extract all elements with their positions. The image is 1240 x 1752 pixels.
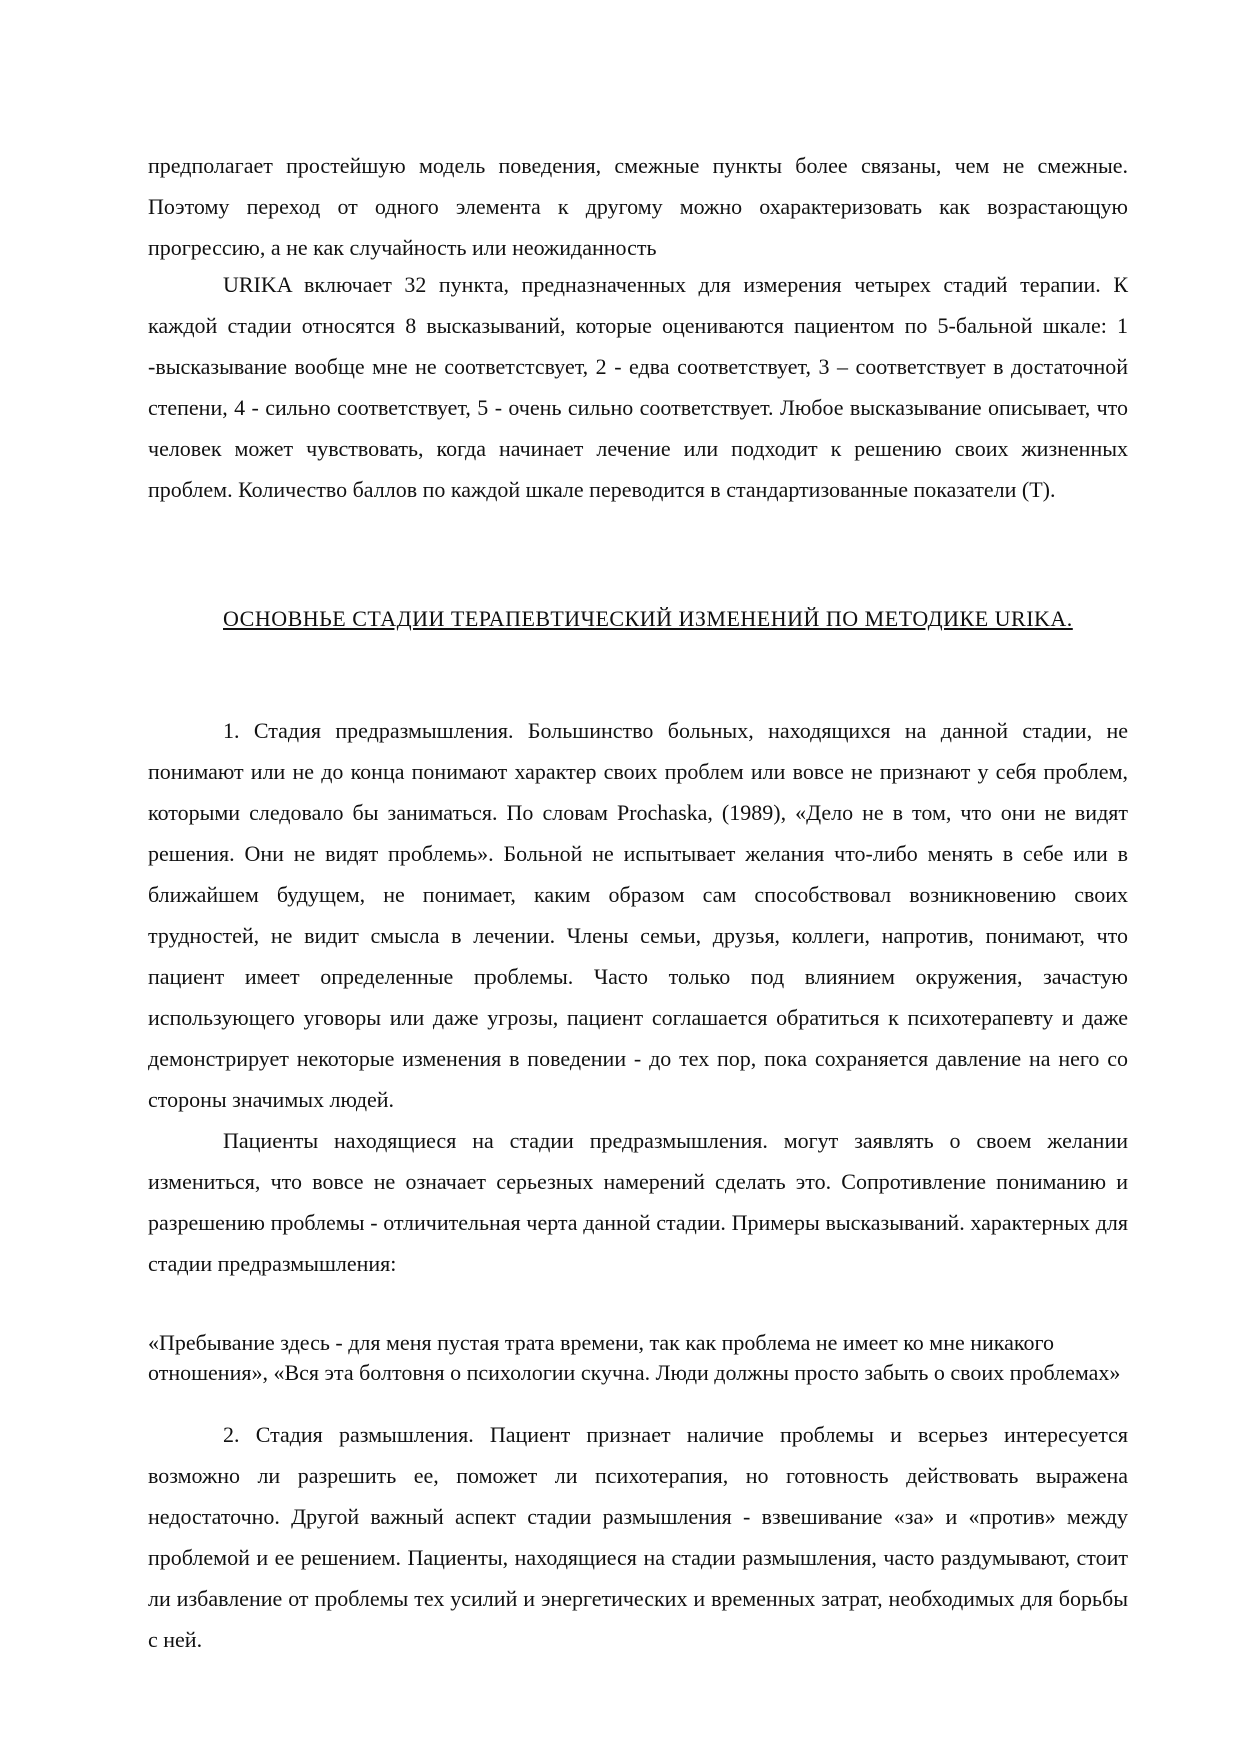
stage2-block <box>148 1414 1128 1660</box>
stage2-paragraph: 2. Стадия размышления. Пациент признает наличие проблемы и всерьез интересуется возможно ли разрешить ее, поможет ли психотерапия, но готовность действовать выражена недостаточно. Другой важный аспект стадии размышления - взвешивание «за» и «против» между проблемой и ее решением. Пациенты, находящиеся на стадии размышления, часто раздумывают, стоит ли избавление от проблемы тех усилий и энергетических и временных затрат, необходимых для борьбы с ней. <box>148 1422 1128 1652</box>
stage1-paragraph-resistance: Пациенты находящиеся на стадии предразмышления. могут заявлять о своем желании измениться, что вовсе не означает серьезных намерений сделать это. Сопротивление пониманию и разрешению проблемы - отличительная черта данной стадии. Примеры высказываний. характерных для стадии предразмышления: <box>148 1128 1128 1276</box>
stage1-quote-block <box>148 1328 1128 1388</box>
stage1-example-quote: «Пребывание здесь - для меня пустая трата времени, так как проблема не имеет ко мне никакого отношения», «Вся эта болтовня о психологии скучна. Люди должны просто забыть о своих проблемах» <box>148 1330 1121 1385</box>
paragraph-urika-description: URIKA включает 32 пункта, предназначенных для измерения четырех стадий терапии. К каждой стадии относятся 8 высказываний, которые оцениваются пациентом по 5-бальной шкале: 1 -высказывание вообще мне не соответстсвует, 2 - едва соответствует, 3 – соответствует в достаточной степени, 4 - сильно соответствует, 5 - очень сильно соответствует. Любое высказывание описывает, что человек может чувствовать, когда начинает лечение или подходит к решению своих жизненных проблем. Количество баллов по каждой шкале переводится в стандартизованные показатели (Т). <box>148 272 1128 502</box>
stage1-paragraph: 1. Стадия предразмышления. Большинство больных, находящихся на данной стадии, не понимают или не до конца понимают характер своих проблем или вовсе не признают у себя проблем, которыми следовало бы заниматься. По словам Prochaska, (1989), «Дело не в том, что они не видят решения. Они не видят проблемь». Больной не испытывает желания что-либо менять в себе или в ближайшем будущем, не понимает, каким образом сам способствовал возникновению своих трудностей, не видит смысла в лечении. Члены семьи, друзья, коллеги, напротив, понимают, что пациент имеет определенные проблемы. Часто только под влиянием окружения, зачастую использующего уговоры или даже угрозы, пациент соглашается обратиться к психотерапевту и даже демонстрирует некоторые изменения в поведении - до тех пор, пока сохраняется давление на него со стороны значимых людей. <box>148 718 1128 1112</box>
section-heading-block <box>148 598 1128 639</box>
stage1-block <box>148 710 1128 1284</box>
section-heading: ОСНОВНЬЕ СТАДИИ ТЕРАПЕВТИЧЕСКИЙ ИЗМЕНЕНИЙ ПО МЕТОДИКЕ URIKA. <box>223 606 1073 631</box>
intro-block <box>148 145 1128 510</box>
paragraph-model-description: предполагает простейшую модель поведения, смежные пункты более связаны, чем не смежные. Поэтому переход от одного элемента к другому можно охарактеризовать как возрастающую прогрессию, а не как случайность или неожиданность <box>148 153 1128 260</box>
